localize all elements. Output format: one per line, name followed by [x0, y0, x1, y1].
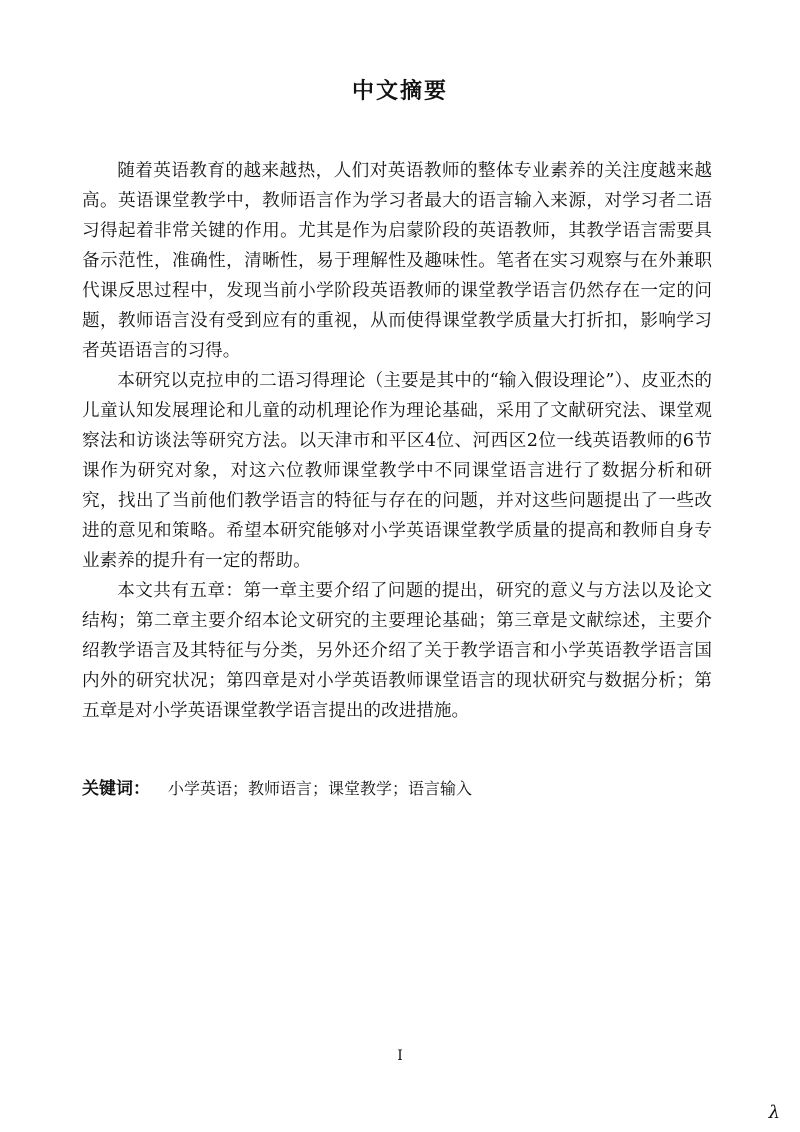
page-title: 中文摘要 [351, 79, 448, 104]
keywords-text: 小学英语；教师语言；课堂教学；语言输入 [168, 779, 473, 798]
abstract-paragraph-1: 随着英语教育的越来越热，人们对英语教师的整体专业素养的关注度越来越高。英语课堂教学中，教师语言作为学习者最大的语言输入来源，对学习者二语习得起着非常关键的作用。尤其是作为启蒙阶段的英语教师，其教学语言需要具备示范性，准确性，清晰性，易于理解性及趣味性。笔者在实习观察与在外兼职代课反思过程中，发现当前小学阶段英语教师的课堂教学语言仍然存在一定的问题，教师语言没有受到应有的重视，从而使得课堂教学质量大打折扣，影响学习者英语语言的习得。 [82, 161, 712, 361]
keywords-label: 关键词： [82, 779, 150, 799]
abstract-body [82, 156, 712, 726]
keywords-line [82, 778, 722, 800]
abstract-paragraph-3: 本文共有五章：第一章主要介绍了问题的提出，研究的意义与方法以及论文结构；第二章主要介绍本论文研究的主要理论基础；第三章是文献综述，主要介绍教学语言及其特征与分类，另外还介绍了关于教学语言和小学英语教学语言国内外的研究状况；第四章是对小学英语教师课堂语言的现状研究与数据分析；第五章是对小学英语课堂教学语言提出的改进措施。 [82, 581, 712, 721]
abstract-paragraph-2: 本研究以克拉申的二语习得理论（主要是其中的“输入假设理论”）、皮亚杰的儿童认知发展理论和儿童的动机理论作为理论基础，采用了文献研究法、课堂观察法和访谈法等研究方法。以天津市和平区4位、河西区2位一线英语教师的6节课作为研究对象，对这六位教师课堂教学中不同课堂语言进行了数据分析和研究，找出了当前他们教学语言的特征与存在的问题，并对这些问题提出了一些改进的意见和策略。希望本研究能够对小学英语课堂教学质量的提高和教师自身专业素养的提升有一定的帮助。 [82, 371, 712, 571]
corner-mark: λ [768, 1102, 780, 1123]
page-number: I [397, 1048, 403, 1064]
